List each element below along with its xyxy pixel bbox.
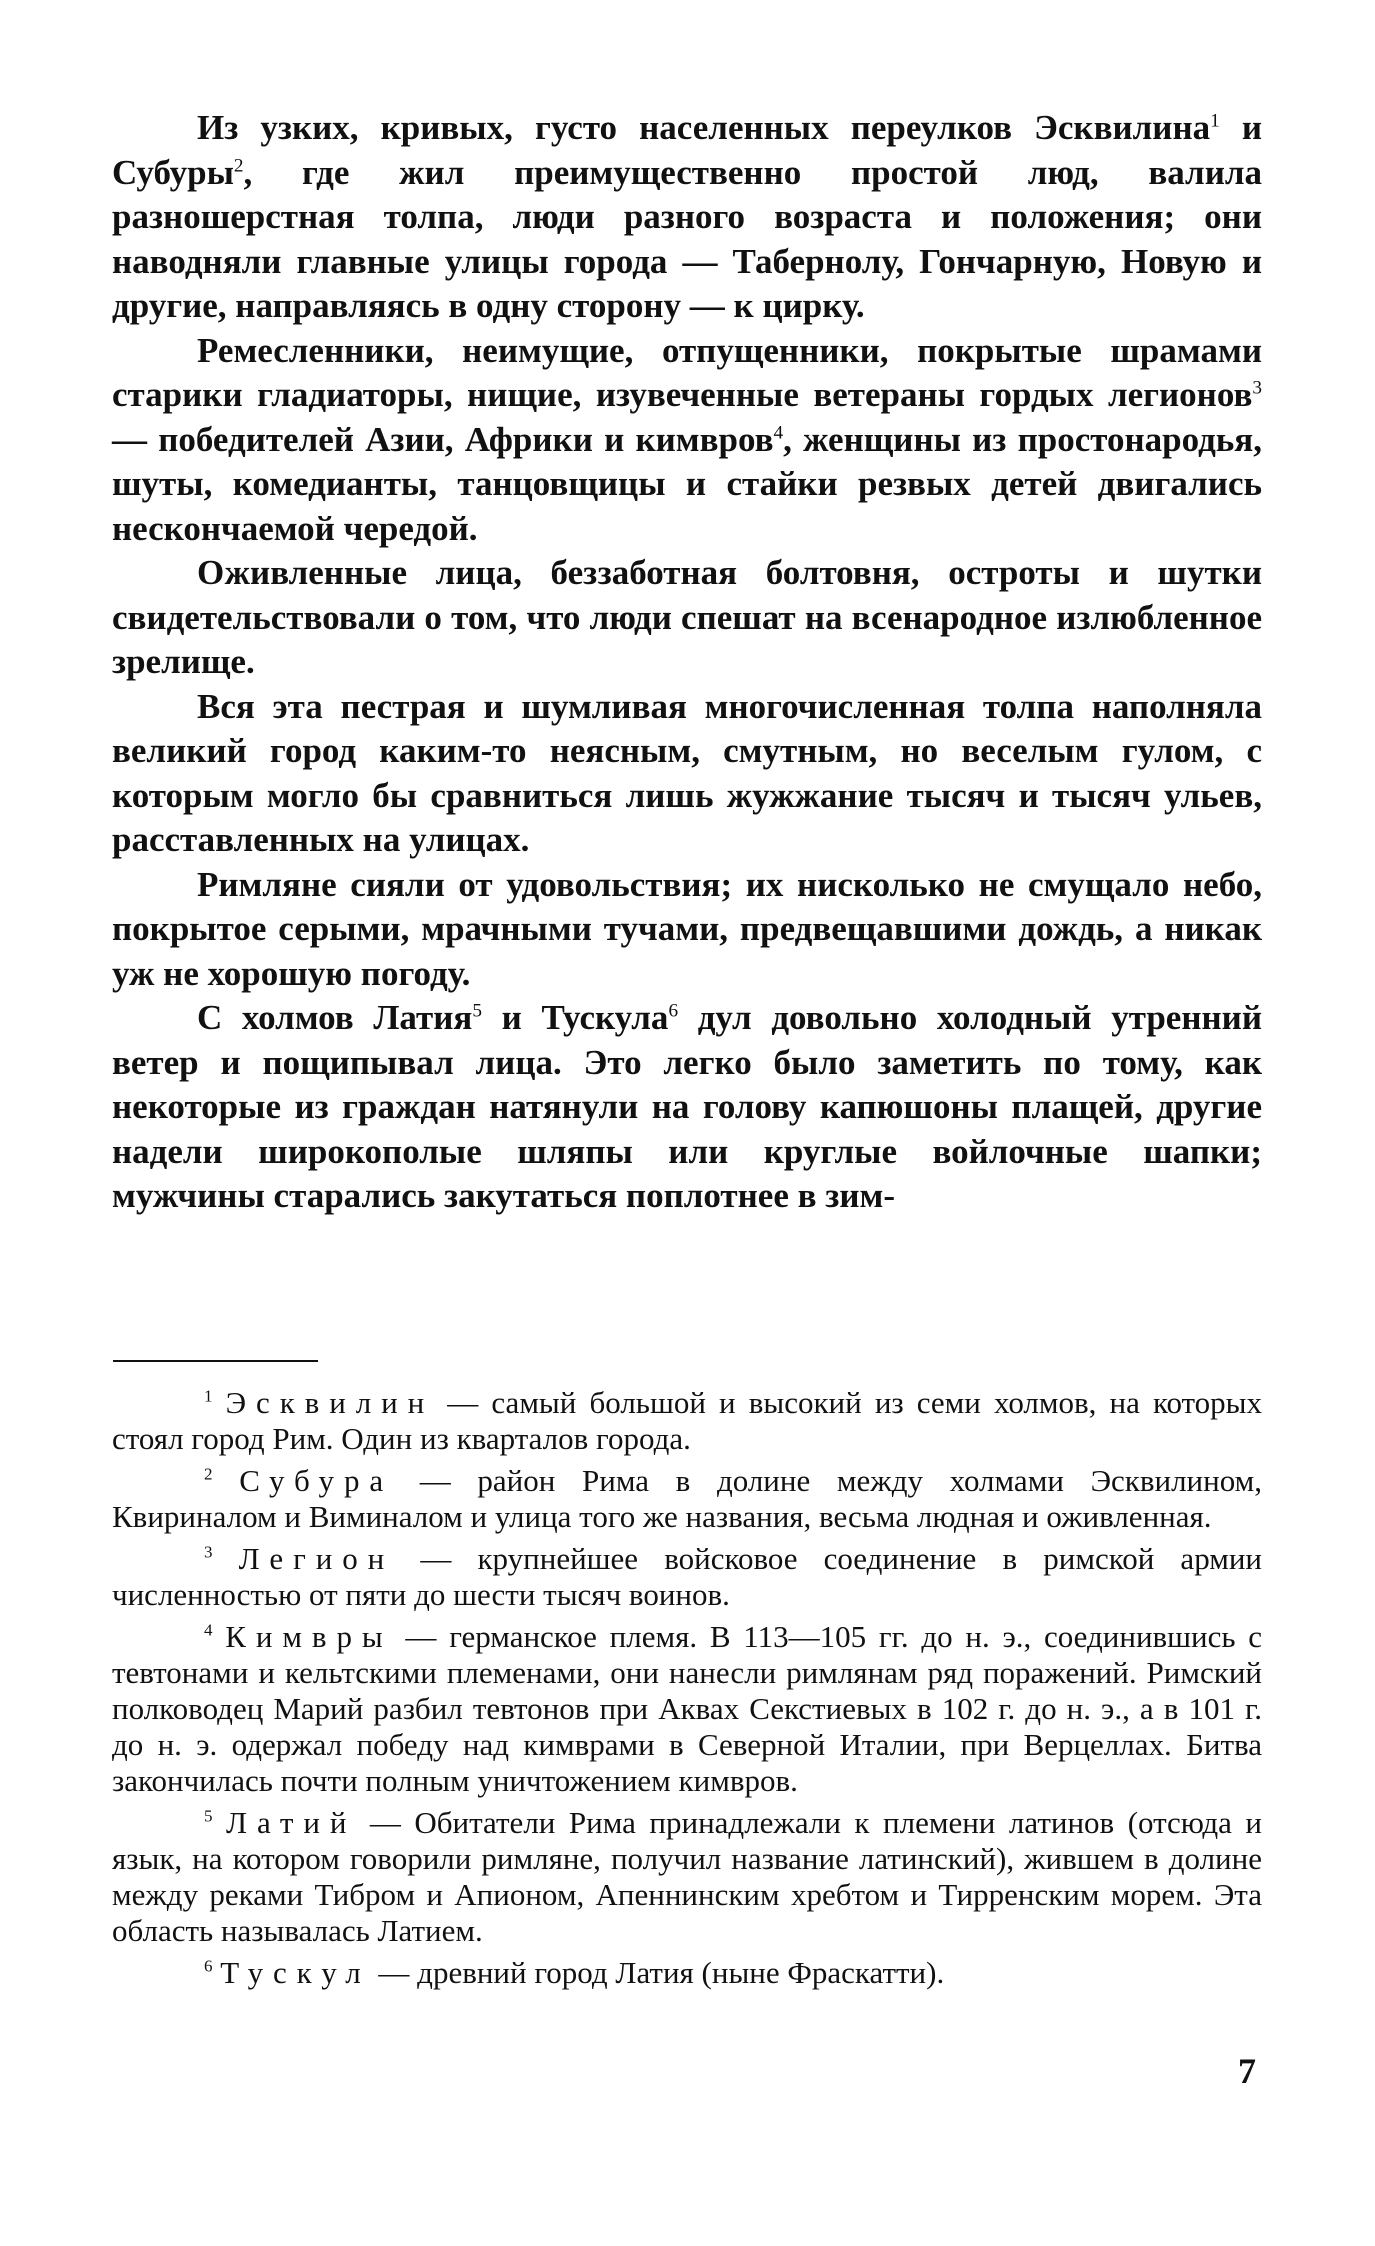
footnote-2	[112, 1463, 1262, 1535]
footnote-4	[112, 1619, 1262, 1799]
footnote-number: 3	[204, 1542, 213, 1562]
text-run: дул довольно холодный утренний ветер и пощипывал лица. Это легко было заметить по тому, как некоторые из граждан натянули на голову капюшоны плащей, другие надели широкополые шляпы или круглые войлочные шапки; мужчины старались закутаться поплотнее в зим-	[112, 998, 1262, 1215]
footnote-ref-1: 1	[1210, 110, 1220, 132]
footnote-6	[112, 1955, 1262, 1991]
footnote-term: Тускул	[220, 1955, 371, 1990]
footnote-ref-5: 5	[472, 1000, 482, 1022]
footnote-text: район Рима в долине между холмами Эсквилином, Квириналом и Виминалом и улица того же названия, весьма людная и оживленная.	[112, 1463, 1263, 1534]
footnote-text: древний город Латия (ныне Фраскатти).	[417, 1955, 945, 1990]
footnote-ref-4: 4	[773, 421, 784, 443]
footnote-number: 6	[204, 1956, 213, 1976]
footnote-text: крупнейшее войсковое соединение в римской армии численностью от пяти до шести тысяч воинов.	[112, 1541, 1263, 1612]
footnote-term: Эсквилин	[225, 1385, 435, 1420]
text-run: , где жил преимущественно простой люд, валила разношерстная толпа, люди разного возраста и положения; они наводняли главные улицы города — Табернолу, Гончарную, Новую и другие, направляясь в одну сторону — к цирку.	[112, 152, 1262, 325]
footnote-separator	[113, 1360, 318, 1362]
footnote-term: Кимвры	[225, 1619, 393, 1654]
footnote-ref-3: 3	[1252, 377, 1262, 399]
text-run: и Тускула	[481, 998, 669, 1037]
footnote-text: германское племя. В 113—105 гг. до н. э., соединившись с тевтонами и кельтскими племенами, они нанесли римлянам ряд поражений. Римский полководец Марий разбил тевтонов при Аквах Секстиевых в 102 г. до н. э., а в 101 г. до н. э. одержал победу над кимврами в Северной Италии, при Верцеллах. Битва закончилась почти полным уничтожением кимвров.	[112, 1619, 1263, 1798]
footnote-5	[112, 1805, 1262, 1949]
footnote-number: 1	[204, 1386, 213, 1406]
text-run: , женщины из простонародья, шуты, комедианты, танцовщицы и стайки резвых детей двигались нескончаемой чередой.	[112, 419, 1262, 548]
paragraph-3: Оживленные лица, беззаботная болтовня, остроты и шутки свидетельствовали о том, что люди спешат на всенародное излюбленное зрелище.	[112, 553, 1262, 681]
paragraph-1	[112, 106, 1262, 329]
footnote-term: Субура	[239, 1463, 394, 1498]
footnote-text: самый большой и высокий из семи холмов, на которых стоял город Рим. Один из кварталов города.	[112, 1385, 1263, 1456]
text-run: — победителей Азии, Африки и кимвров	[112, 419, 774, 459]
page-number: 7	[1238, 2051, 1256, 2091]
footnote-term: Латий	[226, 1805, 357, 1840]
footnote-dash: —	[419, 1463, 451, 1498]
footnote-ref-2: 2	[233, 154, 244, 176]
footnote-3	[112, 1541, 1262, 1613]
footnote-dash: —	[447, 1385, 479, 1420]
footnotes	[112, 1385, 1262, 1991]
text-run: и Субуры	[112, 108, 1263, 192]
footnote-dash: —	[378, 1955, 410, 1990]
paragraph-5: Римляне сияли от удовольствия; их нисколько не смущало небо, покрытое серыми, мрачными тучами, предвещавшими дождь, а никак уж не хорошую погоду.	[112, 864, 1262, 993]
footnote-dash: —	[405, 1619, 437, 1654]
text-run: С холмов Латия	[197, 998, 473, 1037]
paragraph-4: Вся эта пестрая и шумливая многочисленная толпа наполняла великий город каким-то неясным, смутным, но веселым гулом, с которым могло бы сравниться лишь жужжание тысяч и тысяч ульев, расставленных на улицах.	[112, 686, 1262, 859]
footnote-ref-6: 6	[668, 1000, 679, 1022]
footnote-number: 4	[204, 1620, 213, 1640]
footnote-text: Обитатели Рима принадлежали к племени латинов (отсюда и язык, на котором говорили римляне, получил название латинский), жившем в долине между реками Тибром и Апионом, Апеннинским хребтом и Тирренским морем. Эта область называлась Латием.	[112, 1805, 1263, 1948]
footnote-dash: —	[420, 1541, 452, 1576]
footnote-dash: —	[369, 1805, 401, 1840]
paragraph-6	[112, 996, 1262, 1219]
footnote-term: Легион	[238, 1541, 395, 1576]
main-text	[112, 106, 1262, 1219]
text-run: Ремесленники, неимущие, отпущенники, покрытые шрамами старики гладиаторы, нищие, изувеченные ветераны гордых легионов	[112, 330, 1262, 414]
paragraph-2	[112, 329, 1262, 552]
footnote-number: 2	[204, 1464, 213, 1484]
footnote-number: 5	[204, 1806, 213, 1826]
text-run: Из узких, кривых, густо населенных переулков Эсквилина	[197, 108, 1211, 147]
footnote-1	[112, 1385, 1262, 1457]
